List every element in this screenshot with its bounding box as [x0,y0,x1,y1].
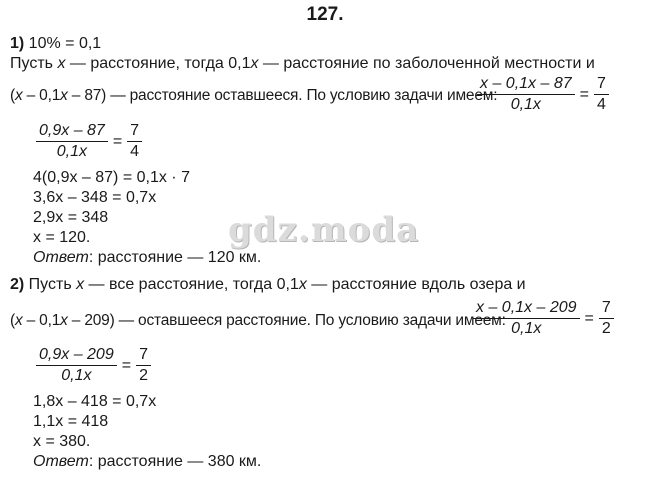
fraction-denominator: 2 [136,365,151,386]
text-fragment: – 0,1 [22,87,61,104]
variable-x: x [250,55,259,72]
fraction [594,74,609,115]
text-fragment: – 0,1 [22,312,61,329]
variable-x: x [14,312,23,329]
fraction-numerator: 0,9x – 87 [39,122,105,139]
fraction [136,345,151,386]
fraction-denominator: 0,1x [36,365,117,386]
part1-number: 1) [10,35,25,52]
part1-line3 [10,86,497,106]
text-fragment: — расстояние по заболоченной местности и [258,55,595,72]
part1-step2: 3,6x – 348 = 0,7x [33,189,157,206]
equals-sign: = [112,132,123,150]
equals-sign: = [584,309,594,327]
part2-number: 2) [10,276,25,293]
part2-answer [33,452,261,472]
part2-step3: x = 380. [33,433,91,450]
fraction [127,121,142,162]
part1-line2 [10,54,595,74]
part1-equation-1 [474,74,612,115]
watermark-logo: gdz.moda [228,210,420,250]
fraction-denominator: 0,1x [36,141,108,162]
fraction-denominator: 0,1x [473,318,580,339]
fraction [36,121,108,162]
fraction-denominator: 4 [127,141,142,162]
fraction-denominator: 4 [594,94,609,115]
problem-number: 127. [306,4,344,25]
part1-percent: 10% = 0,1 [24,35,102,52]
fraction [477,74,575,115]
variable-x: x [76,276,85,293]
text-fragment: ( [10,87,15,104]
fraction [36,345,117,386]
variable-x: x [60,87,68,104]
variable-x: x [60,312,68,329]
variable-x: x [298,276,307,293]
text-fragment: — все расстояние, тогда 0,1 [84,276,299,293]
fraction-numerator: x – 0,1x – 87 [480,75,572,92]
fraction-numerator: 0,9x – 209 [39,346,114,363]
fraction-numerator: 7 [130,122,140,139]
variable-x: x [14,87,23,104]
part2-line2 [10,311,506,331]
fraction-numerator: 7 [601,299,611,316]
part2-equation-1 [470,298,617,339]
text-fragment: — расстояние вдоль озера и [306,276,526,293]
part1-step4: x = 120. [33,229,91,246]
part1-answer [33,248,261,268]
answer-label: Ответ [33,453,89,470]
part2-line1 [10,275,526,295]
fraction-denominator: 0,1x [477,94,575,115]
text-fragment: Пусть [10,55,58,72]
text-fragment: – 87) — расстояние оставшееся. По условию задачи имеем: [67,87,498,104]
text-fragment: ( [10,312,15,329]
part2-step2: 1,1x = 418 [33,413,109,430]
text-fragment: – 209) — оставшееся расстояние. По условию задачи имеем: [67,312,506,329]
fraction-numerator: 7 [139,346,148,363]
part1-step1: 4(0,9x – 87) = 0,1x · 7 [33,169,190,186]
variable-x: x [57,55,66,72]
answer-label: Ответ [33,249,89,266]
fraction [599,298,614,339]
fraction-numerator: x – 0,1x – 209 [476,299,577,316]
part1-step3: 2,9x = 348 [33,209,109,226]
fraction [473,298,580,339]
part2-step1: 1,8x – 418 = 0,7x [33,393,157,410]
answer-text: : расстояние — 120 км. [88,249,262,266]
text-fragment: Пусть [24,276,77,293]
equals-sign: = [121,356,132,374]
part1-line1 [10,34,101,54]
answer-text: : расстояние — 380 км. [88,453,262,470]
part2-equation-2 [33,345,154,386]
text-fragment: — расстояние, тогда 0,1 [65,55,251,72]
fraction-numerator: 7 [596,75,606,92]
part1-equation-2 [33,121,145,162]
equals-sign: = [579,85,589,103]
fraction-denominator: 2 [599,318,614,339]
